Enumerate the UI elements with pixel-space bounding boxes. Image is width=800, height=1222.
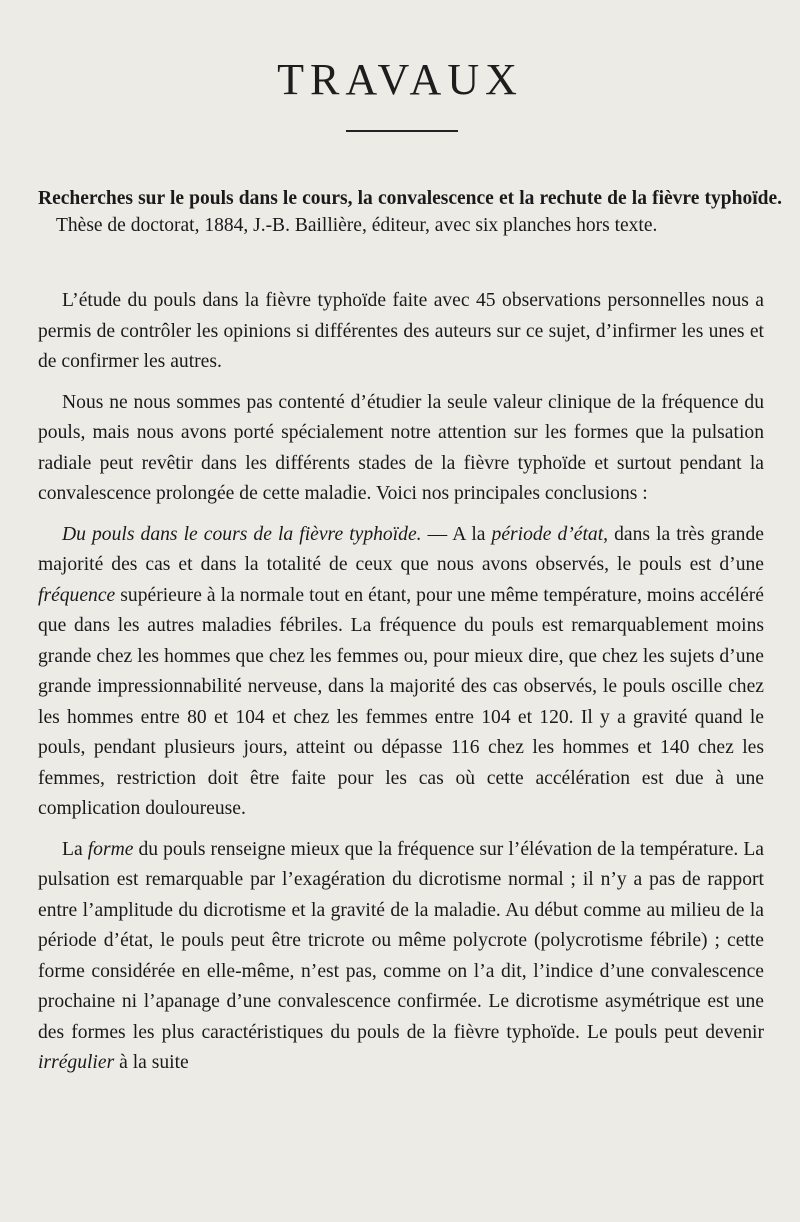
paragraph-3-dash: — A la bbox=[421, 523, 492, 545]
paragraph-3-frequence: fréquence bbox=[38, 584, 116, 606]
entry-details: Thèse de doctorat, 1884, J.-B. Baillière, éditeur, avec six planches hors texte. bbox=[56, 214, 658, 236]
paragraph-3-text-a: , dans la très grande majorité des cas et dans la totalité de ceux que nous avons observés, le pouls est d’une bbox=[38, 523, 764, 575]
page-title: TRAVAUX bbox=[277, 55, 523, 104]
paragraph-4-irregulier: irrégulier bbox=[38, 1052, 115, 1073]
paragraph-3 bbox=[38, 520, 764, 825]
paragraph-2: Nous ne nous sommes pas contenté d’étudier la seule valeur clinique de la fréquence du pouls, mais nous avons porté spécialement notre attention sur les formes que la pulsation radiale peut revêtir dans les différents stades de la fièvre typhoïde et surtout pendant la convalescence prolongée de cette maladie. Voici nos principales conclusions : bbox=[38, 391, 764, 504]
paragraph-3-text-b: supérieure à la normale tout en étant, pour une même température, moins accéléré que dans les autres maladies fébriles. La fréquence du pouls est remarquablement moins grande chez les hommes que chez les femmes ou, pour mieux dire, que chez les sujets d’une grande impressionnabilité nerveuse, dans la majorité des cas observés, le pouls oscille chez les hommes entre 80 et 104 et chez les femmes entre 104 et 120. Il y a gravité quand le pouls, pendant plusieurs jours, atteint ou dépasse 116 chez les hommes et 140 chez les femmes, restriction doit être faite pour les cas où cette accélération est due à une complication douloureuse. bbox=[38, 584, 764, 819]
paragraph-4 bbox=[38, 835, 764, 1079]
paragraph-4-text-a: La bbox=[62, 838, 88, 860]
title-rule bbox=[346, 130, 458, 132]
body-text bbox=[38, 286, 764, 1089]
bibliographic-entry bbox=[38, 186, 782, 239]
paragraph-4-forme: forme bbox=[87, 838, 134, 860]
paragraph-4-text-c: à la suite bbox=[114, 1052, 189, 1073]
paragraph-3-period: période d’état bbox=[491, 523, 604, 545]
paragraph-1: L’étude du pouls dans la fièvre typhoïde faite avec 45 observations personnelles nous a permis de contrôler les opinions si différentes des auteurs sur ce sujet, d’infirmer les unes et de confirmer les autres. bbox=[38, 290, 764, 372]
paragraph-3-lead: Du pouls dans le cours de la fièvre typhoïde. bbox=[62, 523, 422, 545]
entry-title: Recherches sur le pouls dans le cours, la convalescence et la rechute de la fièvre typhoïde. bbox=[38, 188, 782, 209]
paragraph-4-text-b: du pouls renseigne mieux que la fréquence sur l’élévation de la température. La pulsation est remarquable par l’exagération du dicrotisme normal ; il n’y a pas de rapport entre l’amplitude du dicrotisme et la gravité de la maladie. Au début comme au milieu de la période d’état, le pouls peut être tricrote ou même polycrote (polycrotisme fébrile) ; cette forme considérée en elle-même, n’est pas, comme on l’a dit, l’indice d’une convalescence prochaine ni l’apanage d’une convalescence confirmée. Le dicrotisme asymétrique est une des formes les plus caractéristiques du pouls de la fièvre typhoïde. Le pouls peut devenir bbox=[38, 838, 764, 1043]
